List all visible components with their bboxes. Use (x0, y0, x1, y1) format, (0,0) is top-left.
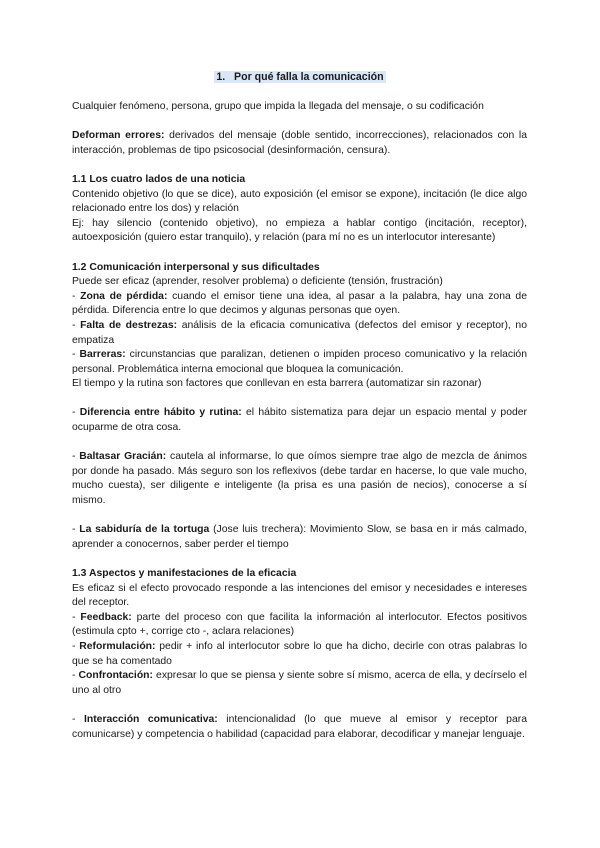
diferencia-habito-rutina (72, 406, 527, 435)
interaccion-comunicativa (72, 713, 527, 742)
list-item-barreras (72, 348, 527, 377)
item-term: Diferencia entre hábito y rutina: (79, 407, 242, 419)
deforman-text: derivados del mensaje (doble sentido, incorrecciones), relacionados con la interacción, problemas de tipo psicosocial (desinformación, censura). (72, 130, 527, 156)
item-text: cautela al informarse, lo que oímos siempre trae algo de mezcla de ánimos por donde ha pasado. Más seguro son los reflexivos (debe tardar en hacerse, lo que vale mucho, mucho cuesta), ser diligente e inteligente (la prisa es una pasión de necios), conocerse a sí mismo. (72, 451, 527, 507)
list-dash: - (72, 640, 80, 652)
item-term: Reformulación: (79, 640, 156, 652)
list-item-confrontacion (72, 669, 527, 698)
list-item-falta-destrezas (72, 319, 527, 348)
list-dash: - (72, 670, 79, 682)
item-text: análisis de la eficacia comunicativa (defectos del emisor y receptor), no empatiza (72, 319, 527, 346)
item-text: intencionalidad (lo que mueve al emisor y receptor para comunicarse) y competencia o habilidad (capacidad para elaborar, decodificar y manejar lenguaje. (72, 713, 527, 740)
page-title (0, 70, 600, 85)
list-dash: - (72, 451, 80, 463)
item-term: Zona de pérdida: (80, 290, 168, 302)
list-dash: - (72, 290, 81, 302)
item-text: expresar lo que se piensa y siente sobre sí mismo, acerca de ella, y decírselo el uno al otro (72, 670, 527, 696)
list-dash: - (72, 713, 84, 725)
item-term: Confrontación: (78, 670, 153, 682)
sabiduria-tortuga (72, 523, 527, 552)
section-1-3-intro: Es eficaz si el efecto provocado responde a las intenciones del emisor y necesidades e intereses del receptor. (72, 582, 527, 609)
section-1-2-heading: 1.2 Comunicación interpersonal y sus dificultades (72, 261, 320, 273)
item-text: (Jose luis trechera): Movimiento Slow, se basa en ir más calmado, aprender a conocernos, saber perder el tiempo (72, 524, 527, 550)
section-1-1-paragraph-1: Contenido objetivo (lo que se dice), auto exposición (el emisor se expone), incitación (le dice algo relacionado entre los dos) y relación (72, 188, 527, 215)
document-body (72, 100, 527, 742)
list-dash: - (72, 611, 81, 623)
section-1-2-intro: Puede ser eficaz (aprender, resolver problema) o deficiente (tensión, frustración) (72, 276, 443, 288)
section-1-1-paragraph-2: Ej: hay silencio (contenido objetivo), no empieza a hablar contigo (incitación, receptor), autoexposición (quiero estar tranquilo), y relación (para mí no es un interlocutor interesante) (72, 217, 527, 244)
list-item-reformulacion (72, 640, 527, 669)
item-text: parte del proceso con que facilita la información al interlocutor. Efectos positivos (estimula cpto +, corrige cto -, aclara relaciones) (72, 611, 527, 638)
intro-paragraph: Cualquier fenómeno, persona, grupo que impida la llegada del mensaje, o su codificación (72, 101, 484, 112)
item-term: Barreras: (79, 349, 126, 361)
list-dash: - (72, 319, 81, 331)
section-1-1-heading: 1.1 Los cuatro lados de una noticia (72, 173, 246, 185)
item-text: cuando el emisor tiene una idea, al pasar a la palabra, hay una zona de pérdida. Diferencia entre lo que decimos y algunas personas que oyen. (72, 290, 527, 317)
item-text: circunstancias que paralizan, detienen o impiden proceso comunicativo y la relación personal. Problemática interna emocional que bloquea la comunicación. (72, 349, 527, 375)
section-1-3-heading: 1.3 Aspectos y manifestaciones de la eficacia (72, 568, 297, 579)
title-text: 1. Por qué falla la comunicación (216, 71, 384, 83)
item-term: Falta de destrezas: (80, 319, 178, 331)
item-term: Interacción comunicativa: (83, 713, 218, 725)
item-term: Baltasar Gracián: (79, 451, 167, 463)
item-text: el hábito sistematiza para dejar un espacio mental y poder ocuparme de otra cosa. (72, 407, 528, 434)
item-term: Feedback: (80, 611, 132, 623)
baltasar-gracian (72, 450, 527, 508)
list-item-feedback (72, 611, 527, 640)
barrera-note: El tiempo y la rutina son factores que conllevan en esta barrera (automatizar sin razonar) (72, 378, 482, 390)
deforman-term: Deforman errores: (72, 130, 165, 142)
list-dash: - (72, 349, 80, 361)
deforman-paragraph (72, 129, 527, 158)
item-term: La sabiduría de la tortuga (79, 524, 210, 536)
list-dash: - (72, 407, 80, 419)
list-dash: - (72, 524, 80, 536)
list-item-zona-perdida (72, 290, 527, 319)
item-text: pedir + info al interlocutor sobre lo que ha dicho, decirle con otras palabras lo que se ha comentado (72, 640, 527, 667)
